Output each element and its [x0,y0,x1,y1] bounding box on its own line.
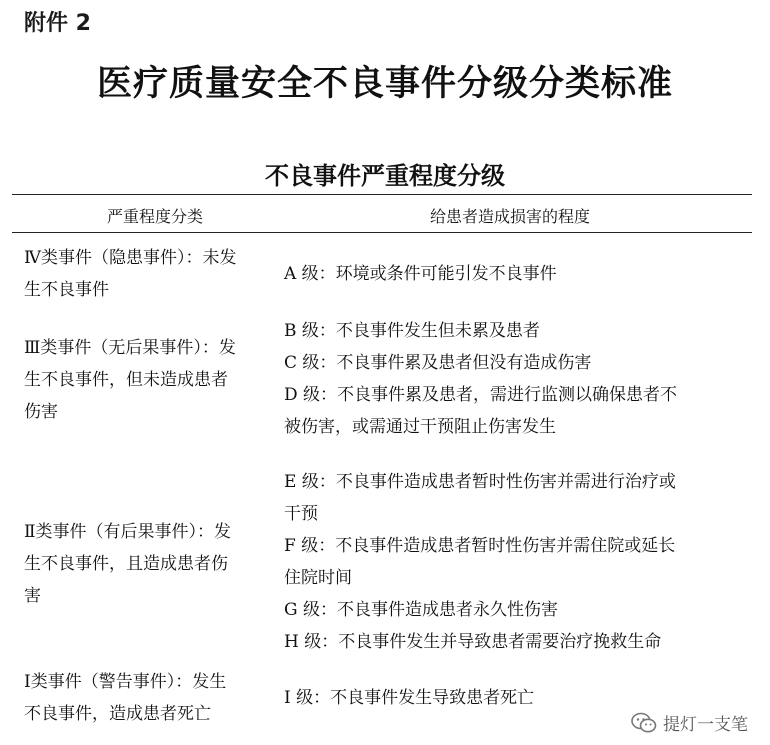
document-title: 医疗质量安全不良事件分级分类标准 [96,64,673,104]
level-e-cont: 干预 [284,504,318,524]
level-c: C 级：不良事件累及患者但没有造成伤害 [284,353,592,373]
table-header-rule [12,232,752,233]
row-category-ii [24,516,274,612]
row-levels-iii [284,315,754,443]
level-h: H 级：不良事件发生并导致患者需要治疗挽救生命 [284,632,662,652]
watermark-text: 提灯一支笔 [663,715,748,735]
row-category-iv [24,242,274,306]
category-line: Ⅰ类事件（警告事件）：发生 [24,672,227,692]
level-e: E 级：不良事件造成患者暂时性伤害并需进行治疗或 [284,472,676,492]
level-f: F 级：不良事件造成患者暂时性伤害并需住院或延长 [284,536,676,556]
column-header-harm: 给患者造成损害的程度 [429,207,590,226]
watermark [631,710,748,735]
level-d-cont: 被伤害，或需通过干预阻止伤害发生 [284,417,556,437]
category-line: Ⅱ类事件（有后果事件）：发 [24,522,232,542]
category-line: 生不良事件，且造成患者伤 [24,554,228,574]
level-i: I 级：不良事件发生导致患者死亡 [284,688,535,708]
level-a: A 级：环境或条件可能引发不良事件 [284,264,557,284]
level-d: D 级：不良事件累及患者，需进行监测以确保患者不 [284,385,678,405]
level-f-cont: 住院时间 [284,568,352,588]
column-header-category: 严重程度分类 [106,207,203,226]
row-category-i [24,666,274,730]
category-line: Ⅲ类事件（无后果事件）：发 [24,338,236,358]
category-line: 生不良事件，但未造成患者 [24,370,228,390]
table-title: 不良事件严重程度分级 [265,162,505,190]
category-line: 伤害 [24,402,58,422]
attachment-label: 附件 2 [24,11,91,36]
level-g: G 级：不良事件造成患者永久性伤害 [284,600,558,620]
category-line: 不良事件，造成患者死亡 [24,704,211,724]
category-line: Ⅳ类事件（隐患事件）：未发 [24,248,237,268]
wechat-icon [631,712,657,734]
category-line: 生不良事件 [24,280,109,300]
row-levels-iv [284,258,744,290]
row-levels-ii [284,466,754,658]
table-top-rule [12,194,752,195]
row-category-iii [24,332,274,428]
level-b: B 级：不良事件发生但未累及患者 [284,321,540,341]
category-line: 害 [24,586,41,606]
